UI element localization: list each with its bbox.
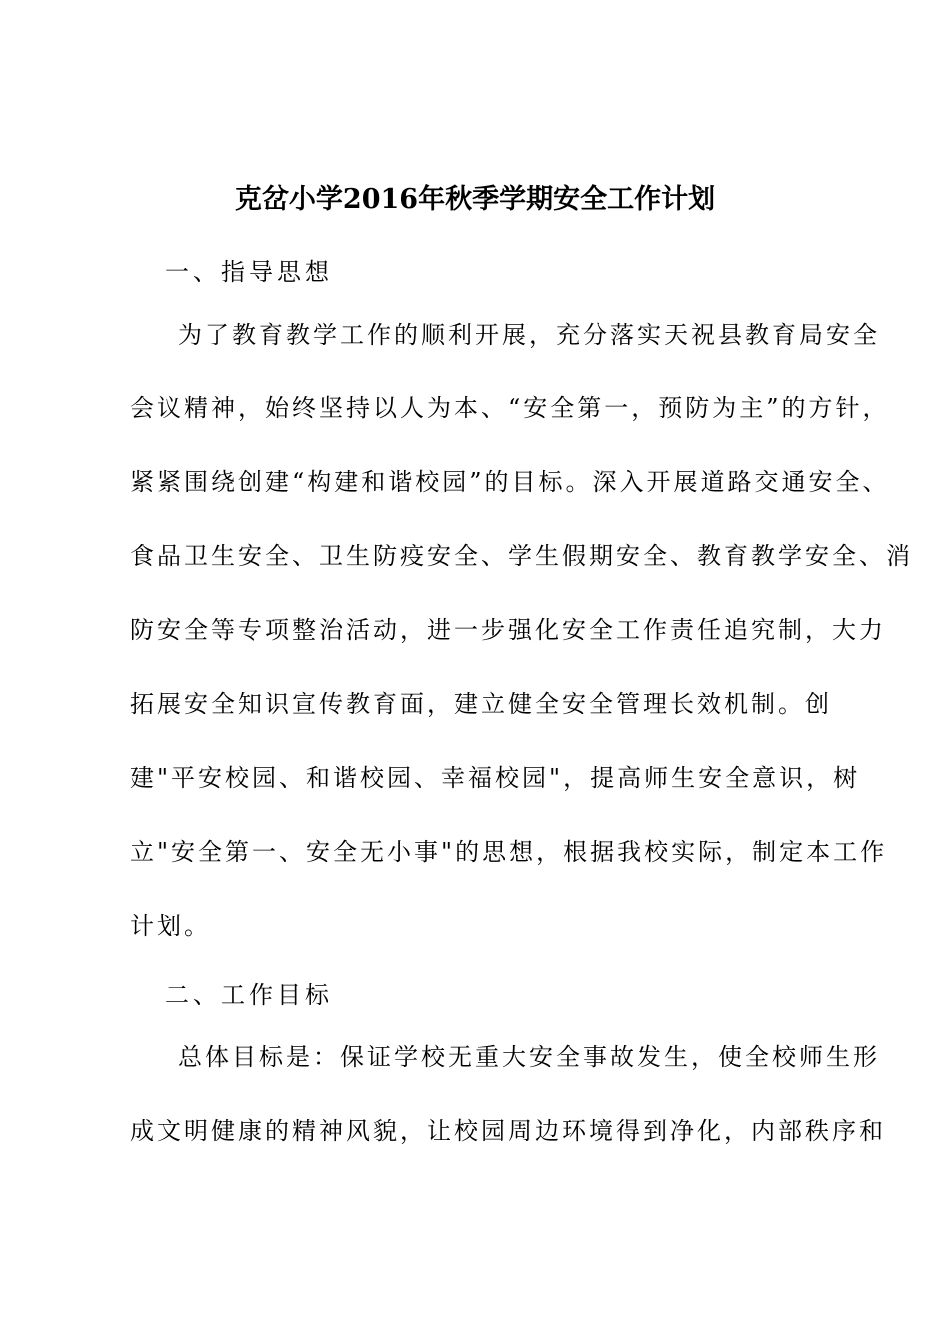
paragraph-line: 立"安全第一、安全无小事"的思想，根据我校实际，制定本工作 (130, 838, 888, 866)
paragraph-line: 拓展安全知识宣传教育面，建立健全安全管理长效机制。创 (130, 690, 832, 718)
section-heading-guiding-ideology: 一、指导思想 (165, 258, 333, 286)
section-heading-work-goals: 二、工作目标 (165, 981, 333, 1009)
paragraph-line: 成文明健康的精神风貌，让校园周边环境得到净化，内部秩序和 (130, 1117, 886, 1145)
paragraph-line: 防安全等专项整治活动，进一步强化安全工作责任追究制，大力 (130, 616, 886, 644)
paragraph-line: 会议精神，始终坚持以人为本、“安全第一，预防为主”的方针， (130, 394, 890, 422)
paragraph-line: 计划。 (130, 912, 211, 940)
document-title: 克岔小学2016年秋季学期安全工作计划 (234, 184, 716, 215)
paragraph-line: 食品卫生安全、卫生防疫安全、学生假期安全、教育教学安全、消 (130, 542, 913, 570)
paragraph-line: 建"平安校园、和谐校园、幸福校园"，提高师生安全意识，树 (130, 764, 861, 792)
paragraph-line: 紧紧围绕创建“构建和谐校园”的目标。深入开展道路交通安全、 (130, 468, 890, 496)
paragraph-line: 为了教育教学工作的顺利开展，充分落实天祝县教育局安全 (178, 321, 880, 349)
paragraph-line: 总体目标是：保证学校无重大安全事故发生，使全校师生形 (178, 1043, 880, 1071)
